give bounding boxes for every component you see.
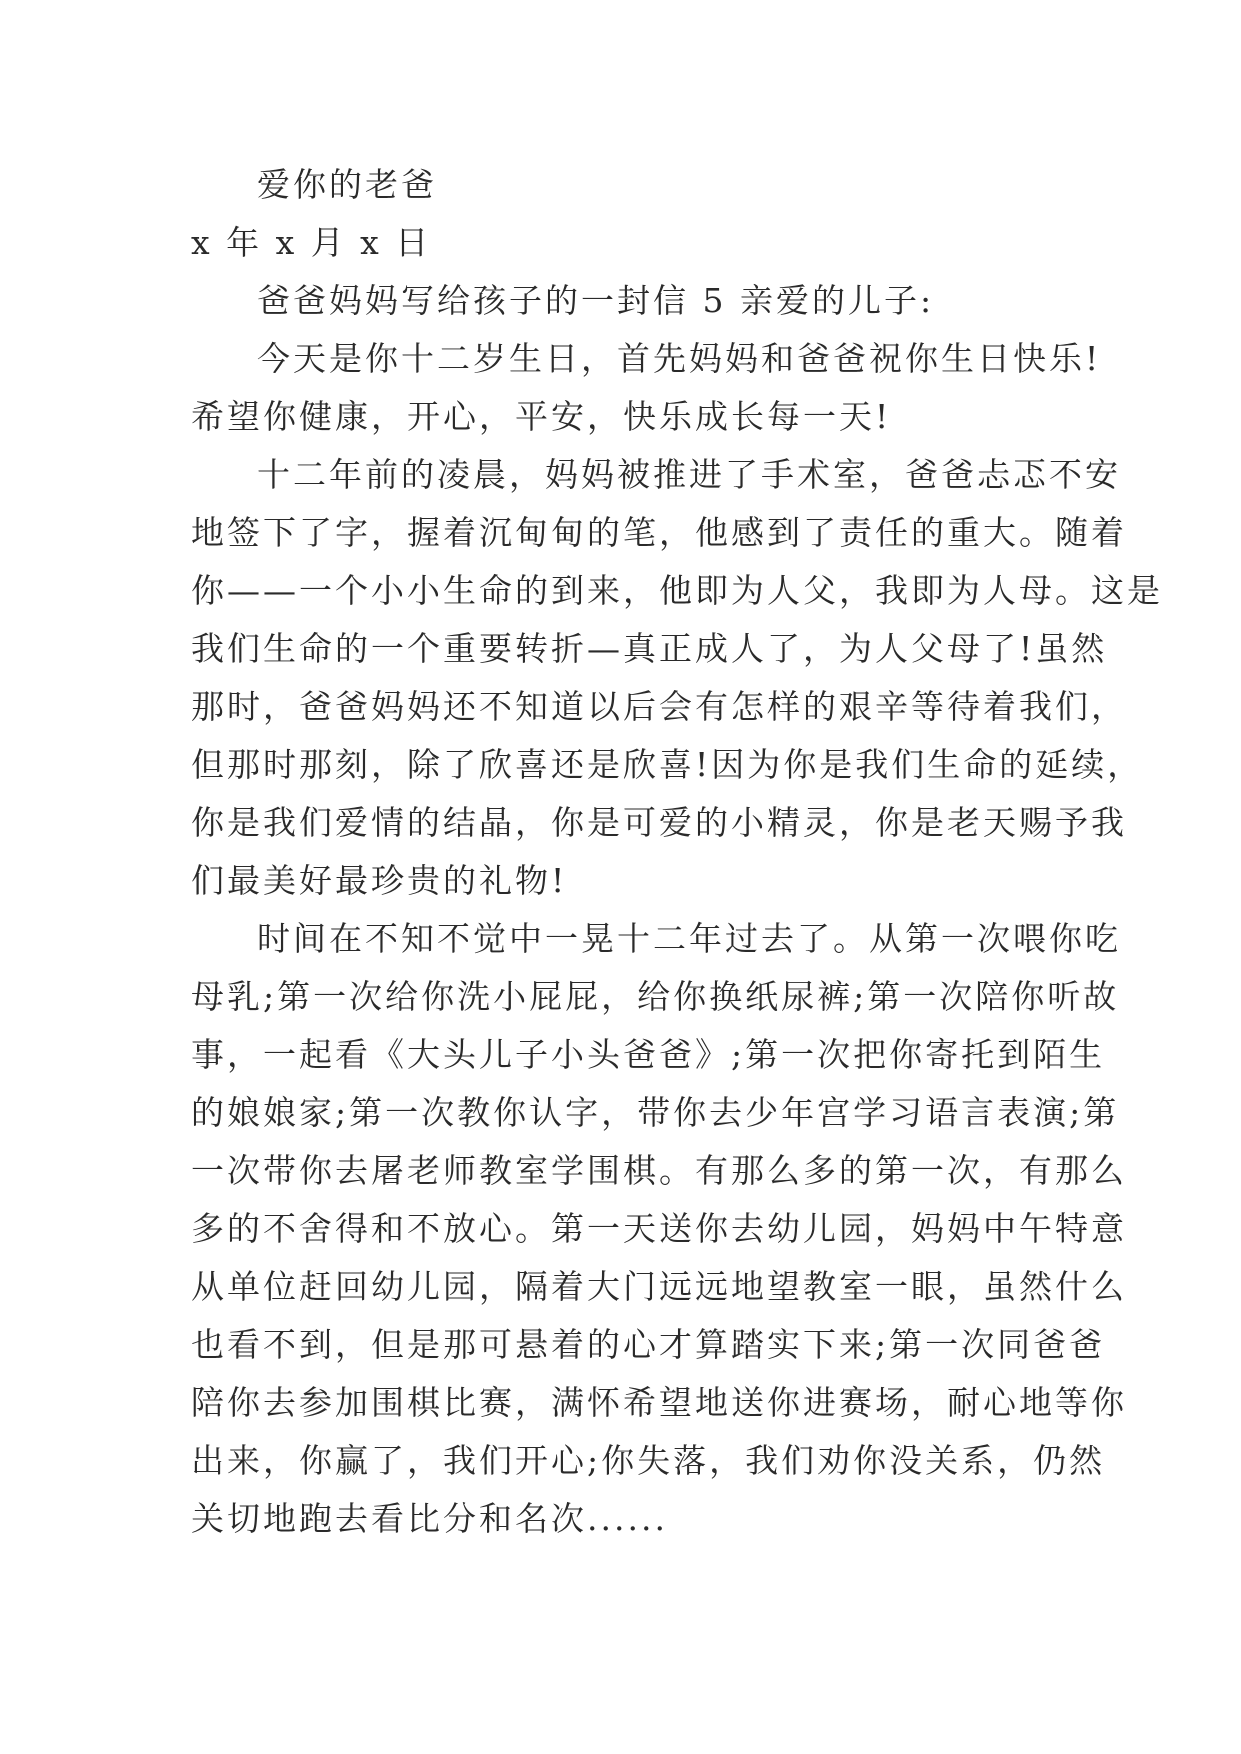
paragraph-line: 那时，爸爸妈妈还不知道以后会有怎样的艰辛等待着我们，	[191, 687, 1127, 726]
paragraph-line: 陪你去参加围棋比赛，满怀希望地送你进赛场，耐心地等你	[191, 1383, 1127, 1422]
paragraph-3	[191, 910, 1127, 1548]
paragraph-line: 但那时那刻，除了欣喜还是欣喜!因为你是我们生命的延续，	[191, 745, 1144, 784]
paragraph-line: 希望你健康，开心，平安，快乐成长每一天!	[191, 397, 892, 436]
paragraph-line: 出来，你赢了，我们开心;你失落，我们劝你没关系，仍然	[191, 1441, 1106, 1480]
paragraph-line: 时间在不知不觉中一晃十二年过去了。从第一次喂你吃	[257, 919, 1121, 958]
letter-body	[191, 156, 1163, 1548]
paragraph-line: 我们生命的一个重要转折—真正成人了，为人父母了!虽然	[191, 629, 1108, 668]
signature-line: 爱你的老爸	[257, 165, 437, 204]
paragraph-line: 地签下了字，握着沉甸甸的笔，他感到了责任的重大。随着	[191, 513, 1127, 552]
paragraph-line: 今天是你十二岁生日，首先妈妈和爸爸祝你生日快乐!	[257, 339, 1102, 378]
paragraph-line: 母乳;第一次给你洗小屁屁，给你换纸尿裤;第一次陪你听故	[191, 977, 1120, 1016]
paragraph-line: 也看不到，但是那可悬着的心才算踏实下来;第一次同爸爸	[191, 1325, 1106, 1364]
paragraph-line: 一次带你去屠老师教室学围棋。有那么多的第一次，有那么	[191, 1151, 1127, 1190]
paragraph-line: 你——一个小小生命的到来，他即为人父，我即为人母。这是	[191, 571, 1163, 610]
paragraph-1	[191, 330, 1102, 446]
date-line: x 年 x 月 x 日	[191, 223, 432, 262]
paragraph-2	[191, 446, 1163, 910]
paragraph-line: 十二年前的凌晨，妈妈被推进了手术室，爸爸忐忑不安	[257, 455, 1121, 494]
paragraph-line: 多的不舍得和不放心。第一天送你去幼儿园，妈妈中午特意	[191, 1209, 1127, 1248]
paragraph-line: 关切地跑去看比分和名次......	[191, 1499, 668, 1538]
letter-heading: 爸爸妈妈写给孩子的一封信 5 亲爱的儿子:	[257, 281, 935, 320]
paragraph-line: 事，一起看《大头儿子小头爸爸》;第一次把你寄托到陌生	[191, 1035, 1106, 1074]
paragraph-line: 从单位赶回幼儿园，隔着大门远远地望教室一眼，虽然什么	[191, 1267, 1127, 1306]
paragraph-line: 的娘娘家;第一次教你认字，带你去少年宫学习语言表演;第	[191, 1093, 1120, 1132]
paragraph-line: 们最美好最珍贵的礼物!	[191, 861, 568, 900]
paragraph-line: 你是我们爱情的结晶，你是可爱的小精灵，你是老天赐予我	[191, 803, 1127, 842]
